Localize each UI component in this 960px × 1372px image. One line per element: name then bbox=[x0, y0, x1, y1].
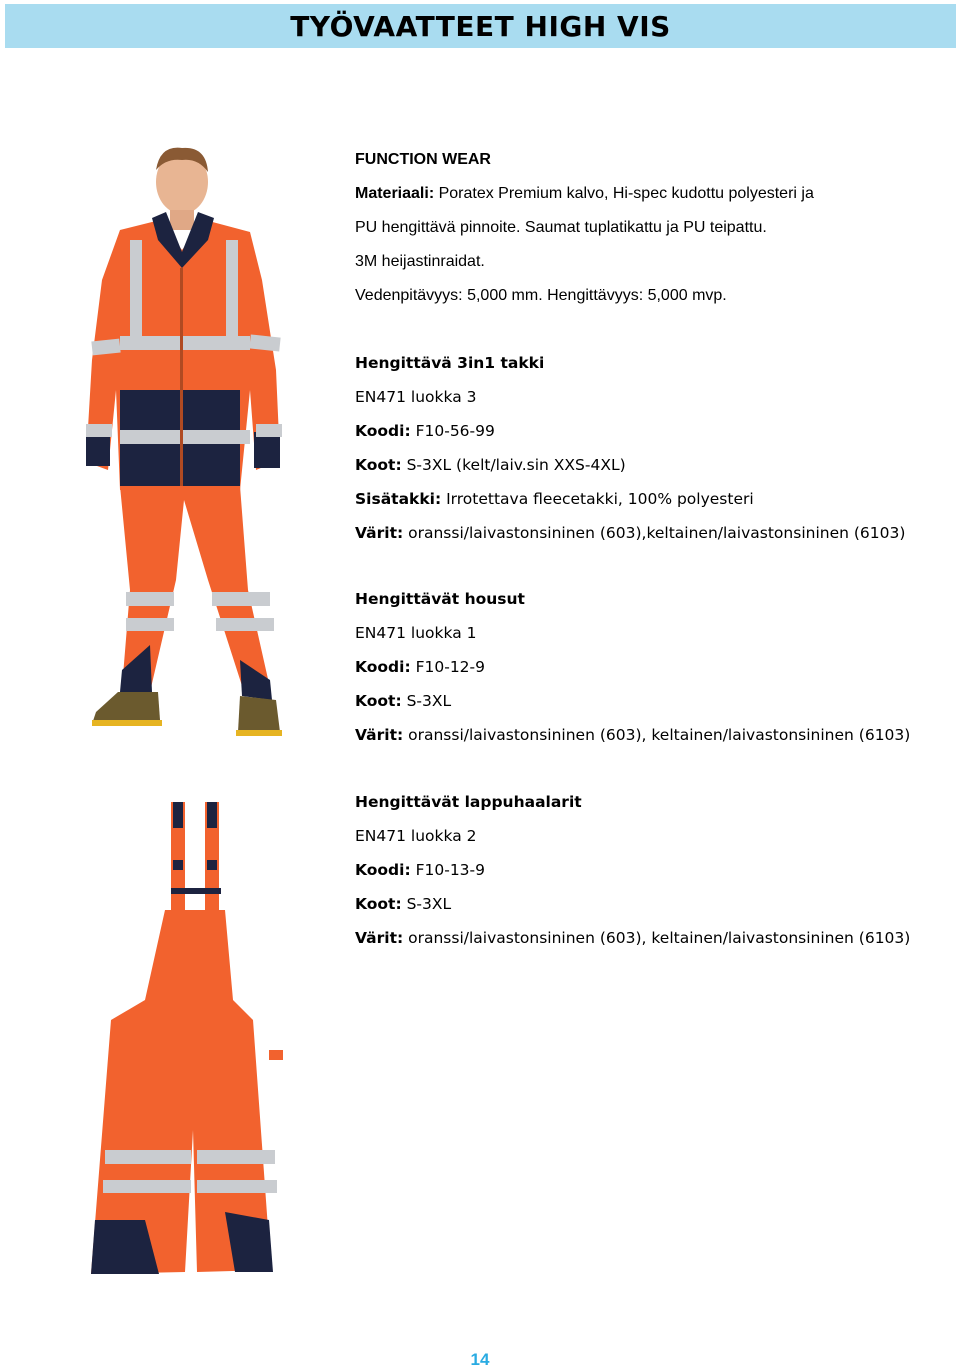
trousers-standard: EN471 luokka 1 bbox=[355, 624, 477, 642]
brand-name: FUNCTION WEAR bbox=[355, 151, 491, 168]
colors-value: oranssi/laivastonsininen (603),keltainen/laivastonsininen (6103) bbox=[403, 524, 906, 542]
material-line-3: 3M heijastinraidat. bbox=[355, 253, 485, 270]
jacket-colors bbox=[355, 523, 955, 557]
trousers-colors bbox=[355, 725, 955, 759]
intro-block bbox=[355, 150, 955, 320]
colors-label: Värit: bbox=[355, 726, 404, 744]
bib-standard: EN471 luokka 2 bbox=[355, 827, 477, 845]
jacket-trousers-photo bbox=[80, 140, 300, 740]
sizes-label: Koot: bbox=[355, 692, 402, 710]
trousers-title: Hengittävät housut bbox=[355, 590, 525, 608]
material-line bbox=[355, 184, 955, 218]
inner-label: Sisätakki: bbox=[355, 490, 442, 508]
code-label: Koodi: bbox=[355, 422, 411, 440]
sizes-label: Koot: bbox=[355, 456, 402, 474]
bib-block bbox=[355, 792, 955, 962]
code-value: F10-12-9 bbox=[410, 658, 485, 676]
colors-value: oranssi/laivastonsininen (603), keltainen/laivastonsininen (6103) bbox=[403, 726, 911, 744]
inner-value: Irrotettava fleecetakki, 100% polyesteri bbox=[441, 490, 754, 508]
bib-sizes bbox=[355, 894, 955, 928]
material-line-4: Vedenpitävyys: 5,000 mm. Hengittävyys: 5,000 mvp. bbox=[355, 287, 727, 304]
sizes-label: Koot: bbox=[355, 895, 402, 913]
jacket-standard: EN471 luokka 3 bbox=[355, 388, 477, 406]
page-number: 14 bbox=[470, 1350, 490, 1369]
colors-label: Värit: bbox=[355, 929, 404, 947]
jacket-inner bbox=[355, 489, 955, 523]
bib-code bbox=[355, 860, 955, 894]
code-value: F10-13-9 bbox=[410, 861, 485, 879]
code-value: F10-56-99 bbox=[410, 422, 495, 440]
code-label: Koodi: bbox=[355, 861, 411, 879]
material-label: Materiaali: bbox=[355, 185, 435, 202]
code-label: Koodi: bbox=[355, 658, 411, 676]
colors-value: oranssi/laivastonsininen (603), keltainen/laivastonsininen (6103) bbox=[403, 929, 911, 947]
jacket-title: Hengittävä 3in1 takki bbox=[355, 354, 545, 372]
bib-colors bbox=[355, 928, 955, 962]
jacket-code bbox=[355, 421, 955, 455]
material-line-2: PU hengittävä pinnoite. Saumat tuplatikattu ja PU teipattu. bbox=[355, 219, 767, 236]
bib-title: Hengittävät lappuhaalarit bbox=[355, 793, 582, 811]
material-text: Poratex Premium kalvo, Hi-spec kudottu polyesteri ja bbox=[434, 185, 814, 202]
sizes-value: S-3XL bbox=[401, 692, 452, 710]
bib-trousers-photo bbox=[85, 800, 295, 1290]
trousers-code bbox=[355, 657, 955, 691]
sizes-value: S-3XL (kelt/laiv.sin XXS-4XL) bbox=[401, 456, 626, 474]
sizes-value: S-3XL bbox=[401, 895, 452, 913]
trousers-sizes bbox=[355, 691, 955, 725]
jacket-sizes bbox=[355, 455, 955, 489]
trousers-block bbox=[355, 589, 955, 759]
jacket-block bbox=[355, 353, 955, 557]
colors-label: Värit: bbox=[355, 524, 404, 542]
header-bar bbox=[5, 4, 956, 48]
page-title: TYÖVAATTEET HIGH VIS bbox=[290, 10, 671, 43]
